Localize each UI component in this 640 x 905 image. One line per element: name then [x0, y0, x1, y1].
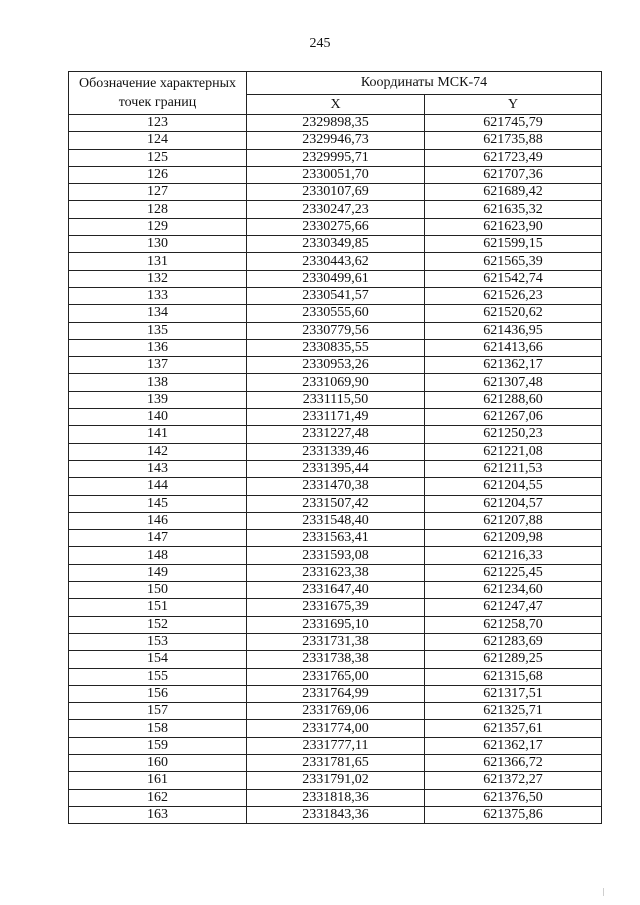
table-row: [69, 599, 602, 616]
y-cell: 621723,49: [425, 149, 602, 166]
table-row: [69, 668, 602, 685]
point-cell: 155: [69, 668, 247, 685]
point-cell: 159: [69, 737, 247, 754]
table-row: [69, 374, 602, 391]
table-row: [69, 322, 602, 339]
x-cell: 2331769,06: [247, 703, 425, 720]
header-y: Y: [425, 95, 602, 115]
y-cell: 621250,23: [425, 426, 602, 443]
y-cell: 621209,98: [425, 530, 602, 547]
y-cell: 621376,50: [425, 789, 602, 806]
table-row: [69, 253, 602, 270]
x-cell: 2331695,10: [247, 616, 425, 633]
point-cell: 131: [69, 253, 247, 270]
point-cell: 145: [69, 495, 247, 512]
table-row: [69, 651, 602, 668]
point-cell: 146: [69, 512, 247, 529]
x-cell: 2331623,38: [247, 564, 425, 581]
x-cell: 2331738,38: [247, 651, 425, 668]
point-cell: 151: [69, 599, 247, 616]
table-row: [69, 460, 602, 477]
point-cell: 160: [69, 754, 247, 771]
y-cell: 621372,27: [425, 772, 602, 789]
point-cell: 158: [69, 720, 247, 737]
point-cell: 143: [69, 460, 247, 477]
x-cell: 2331791,02: [247, 772, 425, 789]
page-number: 245: [309, 36, 331, 51]
x-cell: 2331647,40: [247, 582, 425, 599]
x-cell: 2331548,40: [247, 512, 425, 529]
x-cell: 2331765,00: [247, 668, 425, 685]
y-cell: 621735,88: [425, 132, 602, 149]
y-cell: 621357,61: [425, 720, 602, 737]
table-row: [69, 582, 602, 599]
table-row: [69, 426, 602, 443]
point-cell: 141: [69, 426, 247, 443]
table-row: [69, 547, 602, 564]
x-cell: 2331777,11: [247, 737, 425, 754]
table-row: [69, 270, 602, 287]
x-cell: 2329898,35: [247, 115, 425, 132]
table-row: [69, 287, 602, 304]
x-cell: 2331781,65: [247, 754, 425, 771]
point-cell: 144: [69, 478, 247, 495]
table-row: [69, 132, 602, 149]
x-cell: 2331507,42: [247, 495, 425, 512]
table-row: [69, 685, 602, 702]
point-cell: 156: [69, 685, 247, 702]
y-cell: 621745,79: [425, 115, 602, 132]
y-cell: 621204,55: [425, 478, 602, 495]
x-cell: 2330541,57: [247, 287, 425, 304]
x-cell: 2330953,26: [247, 357, 425, 374]
point-cell: 152: [69, 616, 247, 633]
table-row: [69, 789, 602, 806]
point-cell: 125: [69, 149, 247, 166]
x-cell: 2330443,62: [247, 253, 425, 270]
y-cell: 621413,66: [425, 339, 602, 356]
y-cell: 621565,39: [425, 253, 602, 270]
x-cell: 2331593,08: [247, 547, 425, 564]
table-row: [69, 478, 602, 495]
table-row: [69, 339, 602, 356]
y-cell: 621283,69: [425, 633, 602, 650]
x-cell: 2329995,71: [247, 149, 425, 166]
point-cell: 162: [69, 789, 247, 806]
table-row: [69, 218, 602, 235]
y-cell: 621207,88: [425, 512, 602, 529]
y-cell: 621288,60: [425, 391, 602, 408]
table-row: [69, 166, 602, 183]
point-cell: 140: [69, 409, 247, 426]
x-cell: 2329946,73: [247, 132, 425, 149]
table-row: [69, 495, 602, 512]
table-row: [69, 443, 602, 460]
point-cell: 157: [69, 703, 247, 720]
x-cell: 2331818,36: [247, 789, 425, 806]
point-cell: 137: [69, 357, 247, 374]
x-cell: 2330247,23: [247, 201, 425, 218]
y-cell: 621216,33: [425, 547, 602, 564]
point-cell: 133: [69, 287, 247, 304]
point-cell: 154: [69, 651, 247, 668]
point-cell: 130: [69, 236, 247, 253]
y-cell: 621211,53: [425, 460, 602, 477]
point-cell: 127: [69, 184, 247, 201]
y-cell: 621289,25: [425, 651, 602, 668]
x-cell: 2331774,00: [247, 720, 425, 737]
y-cell: 621325,71: [425, 703, 602, 720]
y-cell: 621307,48: [425, 374, 602, 391]
y-cell: 621707,36: [425, 166, 602, 183]
y-cell: 621526,23: [425, 287, 602, 304]
table-row: [69, 616, 602, 633]
y-cell: 621362,17: [425, 737, 602, 754]
y-cell: 621542,74: [425, 270, 602, 287]
point-cell: 134: [69, 305, 247, 322]
point-cell: 132: [69, 270, 247, 287]
y-cell: 621247,47: [425, 599, 602, 616]
x-cell: 2331470,38: [247, 478, 425, 495]
scan-mark: [603, 888, 604, 896]
y-cell: 621315,68: [425, 668, 602, 685]
x-cell: 2331069,90: [247, 374, 425, 391]
y-cell: 621362,17: [425, 357, 602, 374]
y-cell: 621599,15: [425, 236, 602, 253]
table-row: [69, 201, 602, 218]
point-cell: 147: [69, 530, 247, 547]
x-cell: 2330499,61: [247, 270, 425, 287]
x-cell: 2330555,60: [247, 305, 425, 322]
x-cell: 2331731,38: [247, 633, 425, 650]
table-row: [69, 737, 602, 754]
point-cell: 139: [69, 391, 247, 408]
point-cell: 128: [69, 201, 247, 218]
header-coordinates: Координаты МСК-74: [247, 72, 602, 95]
y-cell: 621375,86: [425, 806, 602, 823]
point-cell: 163: [69, 806, 247, 823]
table-row: [69, 357, 602, 374]
table-row: [69, 512, 602, 529]
x-cell: 2331171,49: [247, 409, 425, 426]
table-row: [69, 305, 602, 322]
x-cell: 2331395,44: [247, 460, 425, 477]
x-cell: 2331115,50: [247, 391, 425, 408]
x-cell: 2330275,66: [247, 218, 425, 235]
x-cell: 2330835,55: [247, 339, 425, 356]
y-cell: 621258,70: [425, 616, 602, 633]
table-row: [69, 703, 602, 720]
point-cell: 135: [69, 322, 247, 339]
y-cell: 621635,32: [425, 201, 602, 218]
x-cell: 2330051,70: [247, 166, 425, 183]
y-cell: 621436,95: [425, 322, 602, 339]
y-cell: 621520,62: [425, 305, 602, 322]
y-cell: 621234,60: [425, 582, 602, 599]
x-cell: 2330779,56: [247, 322, 425, 339]
y-cell: 621221,08: [425, 443, 602, 460]
x-cell: 2330107,69: [247, 184, 425, 201]
header-point-designation: Обозначение характерных точек границ: [69, 72, 247, 115]
table-row: [69, 754, 602, 771]
header-x: X: [247, 95, 425, 115]
y-cell: 621317,51: [425, 685, 602, 702]
table-body: [69, 115, 602, 824]
point-cell: 123: [69, 115, 247, 132]
table-row: [69, 530, 602, 547]
point-cell: 124: [69, 132, 247, 149]
x-cell: 2331843,36: [247, 806, 425, 823]
table-row: [69, 184, 602, 201]
table-row: [69, 409, 602, 426]
y-cell: 621689,42: [425, 184, 602, 201]
y-cell: 621267,06: [425, 409, 602, 426]
table-row: [69, 236, 602, 253]
table-row: [69, 720, 602, 737]
coordinates-table: [68, 71, 602, 824]
table-row: [69, 564, 602, 581]
point-cell: 153: [69, 633, 247, 650]
table-row: [69, 115, 602, 132]
x-cell: 2330349,85: [247, 236, 425, 253]
point-cell: 149: [69, 564, 247, 581]
table-row: [69, 391, 602, 408]
y-cell: 621225,45: [425, 564, 602, 581]
table-row: [69, 633, 602, 650]
x-cell: 2331675,39: [247, 599, 425, 616]
y-cell: 621366,72: [425, 754, 602, 771]
point-cell: 150: [69, 582, 247, 599]
x-cell: 2331227,48: [247, 426, 425, 443]
point-cell: 126: [69, 166, 247, 183]
table-row: [69, 772, 602, 789]
y-cell: 621623,90: [425, 218, 602, 235]
point-cell: 129: [69, 218, 247, 235]
x-cell: 2331764,99: [247, 685, 425, 702]
x-cell: 2331339,46: [247, 443, 425, 460]
point-cell: 136: [69, 339, 247, 356]
y-cell: 621204,57: [425, 495, 602, 512]
point-cell: 161: [69, 772, 247, 789]
point-cell: 142: [69, 443, 247, 460]
x-cell: 2331563,41: [247, 530, 425, 547]
point-cell: 138: [69, 374, 247, 391]
table-row: [69, 149, 602, 166]
point-cell: 148: [69, 547, 247, 564]
table-row: [69, 806, 602, 823]
